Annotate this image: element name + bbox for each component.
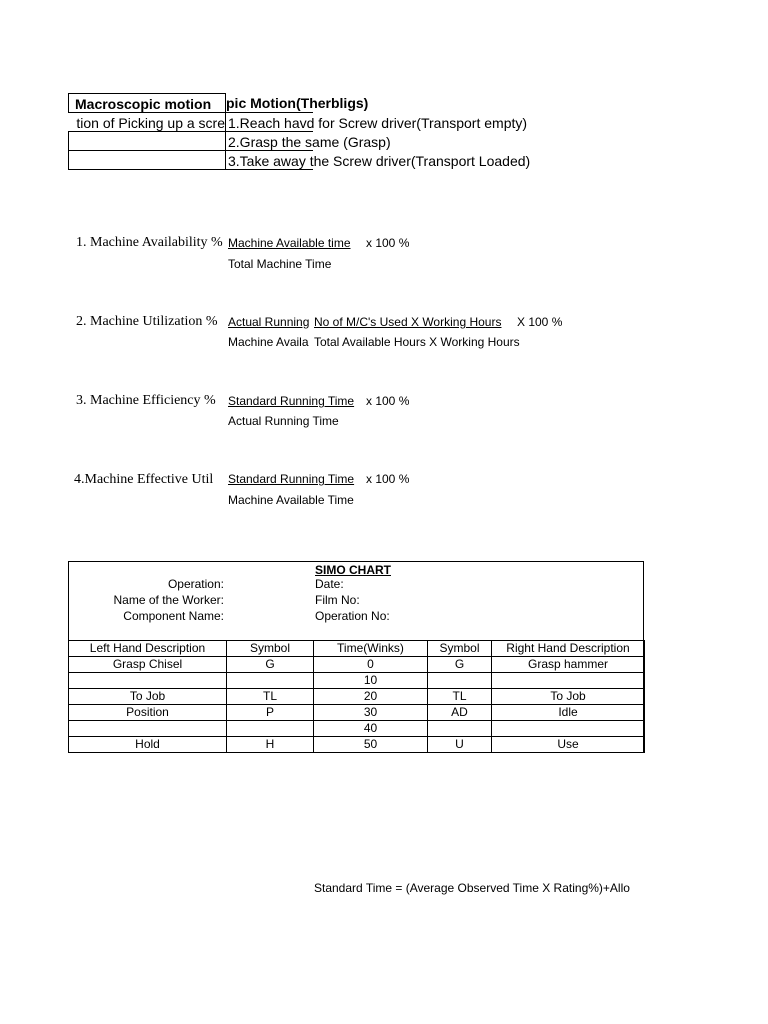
table-row bbox=[69, 657, 645, 673]
left-symbol-cell: P bbox=[227, 705, 314, 721]
right-hand-cell: Idle bbox=[492, 705, 645, 721]
simo-col-header: Symbol bbox=[428, 641, 492, 657]
right-symbol-cell: AD bbox=[428, 705, 492, 721]
table-row bbox=[69, 689, 645, 705]
formula-4-denominator: Machine Available Time bbox=[228, 493, 354, 507]
table-row bbox=[69, 737, 645, 753]
formula-2-numerator: Actual Running bbox=[228, 315, 310, 329]
formula-4-numerator: Standard Running Time bbox=[228, 472, 355, 486]
formula-1-label: 1. Machine Availability % bbox=[76, 235, 223, 250]
simo-col-header: Time(Winks) bbox=[314, 641, 428, 657]
left-hand-cell: Hold bbox=[69, 737, 227, 753]
motion-row2-right: 2.Grasp the same (Grasp) bbox=[228, 134, 391, 150]
right-hand-cell: Use bbox=[492, 737, 645, 753]
formula-1-numerator: Machine Available time bbox=[228, 236, 351, 250]
simo-film-label: Film No: bbox=[315, 593, 360, 607]
standard-time-formula: Standard Time = (Average Observed Time X Rating%)+Allo bbox=[314, 881, 630, 895]
formula-2-label: 2. Machine Utilization % bbox=[76, 314, 218, 329]
motion-row1-left: tion of Picking up a scre bbox=[68, 112, 226, 132]
left-symbol-cell bbox=[227, 673, 314, 689]
formula-4-label: 4.Machine Effective Util bbox=[74, 472, 214, 487]
formula-1-multiplier: x 100 % bbox=[366, 236, 410, 250]
right-symbol-cell: G bbox=[428, 657, 492, 673]
time-cell: 10 bbox=[314, 673, 428, 689]
simo-operation-label: Operation: bbox=[167, 577, 224, 591]
right-hand-cell bbox=[492, 673, 645, 689]
right-symbol-cell bbox=[428, 673, 492, 689]
formula-3-denominator: Actual Running Time bbox=[228, 414, 339, 428]
motion-header-left: Macroscopic motion bbox=[68, 93, 226, 113]
left-hand-cell: To Job bbox=[69, 689, 227, 705]
formula-4-multiplier: x 100 % bbox=[366, 472, 410, 486]
motion-row3-left bbox=[68, 150, 226, 170]
motion-header-right: pic Motion(Therbligs) bbox=[226, 95, 369, 111]
time-cell: 20 bbox=[314, 689, 428, 705]
right-symbol-cell: TL bbox=[428, 689, 492, 705]
motion-row1-right: 1.Reach havd for Screw driver(Transport empty) bbox=[228, 115, 528, 131]
table-row bbox=[69, 673, 645, 689]
simo-header-row bbox=[69, 641, 645, 657]
simo-title: SIMO CHART bbox=[315, 563, 391, 577]
left-symbol-cell bbox=[227, 721, 314, 737]
formula-2-denominator: Machine Availa bbox=[228, 335, 309, 349]
table-row bbox=[69, 705, 645, 721]
simo-col-header: Right Hand Description bbox=[492, 641, 645, 657]
time-cell: 30 bbox=[314, 705, 428, 721]
right-hand-cell: Grasp hammer bbox=[492, 657, 645, 673]
right-hand-cell bbox=[492, 721, 645, 737]
formula-2-denominator-2: Total Available Hours X Working Hours bbox=[314, 335, 520, 349]
left-symbol-cell: H bbox=[227, 737, 314, 753]
right-symbol-cell: U bbox=[428, 737, 492, 753]
left-hand-cell bbox=[69, 721, 227, 737]
simo-date-label: Date: bbox=[315, 577, 344, 591]
motion-row3-right: 3.Take away the Screw driver(Transport Loaded) bbox=[228, 153, 531, 169]
right-symbol-cell bbox=[428, 721, 492, 737]
left-symbol-cell: TL bbox=[227, 689, 314, 705]
formula-3-label: 3. Machine Efficiency % bbox=[76, 393, 216, 408]
simo-chart bbox=[68, 561, 644, 753]
simo-operation-no-label: Operation No: bbox=[315, 609, 390, 623]
simo-worker-label: Name of the Worker: bbox=[113, 593, 224, 607]
simo-table bbox=[68, 640, 645, 753]
formula-2-multiplier: X 100 % bbox=[517, 315, 563, 329]
formula-3-multiplier: x 100 % bbox=[366, 394, 410, 408]
simo-col-header: Left Hand Description bbox=[69, 641, 227, 657]
left-hand-cell: Position bbox=[69, 705, 227, 721]
table-row bbox=[69, 721, 645, 737]
right-hand-cell: To Job bbox=[492, 689, 645, 705]
formula-1-denominator: Total Machine Time bbox=[228, 257, 332, 271]
formula-3-numerator: Standard Running Time bbox=[228, 394, 355, 408]
formula-2-numerator-2: No of M/C's Used X Working Hours bbox=[314, 315, 502, 329]
left-hand-cell: Grasp Chisel bbox=[69, 657, 227, 673]
motion-row2-left bbox=[68, 131, 226, 151]
time-cell: 0 bbox=[314, 657, 428, 673]
left-hand-cell bbox=[69, 673, 227, 689]
simo-component-label: Component Name: bbox=[123, 609, 224, 623]
time-cell: 40 bbox=[314, 721, 428, 737]
left-symbol-cell: G bbox=[227, 657, 314, 673]
time-cell: 50 bbox=[314, 737, 428, 753]
simo-col-header: Symbol bbox=[227, 641, 314, 657]
